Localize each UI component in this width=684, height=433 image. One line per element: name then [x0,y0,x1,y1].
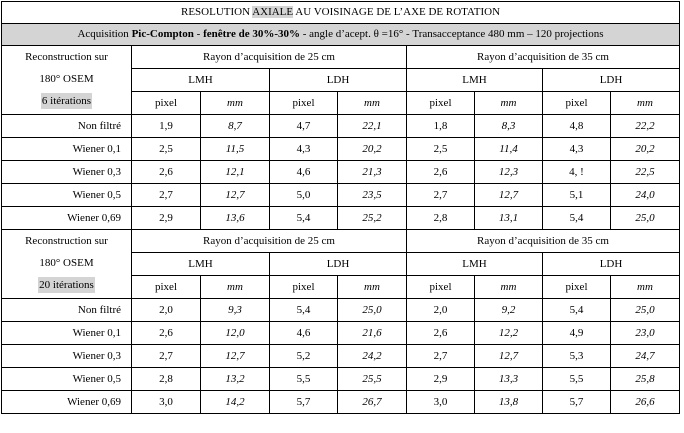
pixel-value: 4,3 [270,138,338,161]
pixel-header: pixel [407,92,475,115]
table-row [2,115,680,138]
ldh-header: LDH [543,253,680,276]
mm-header: mm [338,276,407,299]
mm-value: 23,0 [611,322,680,345]
pixel-value: 3,0 [407,391,475,414]
mm-value: 9,3 [201,299,270,322]
mm-value: 13,1 [475,207,543,230]
mm-header: mm [611,276,680,299]
mm-value: 22,5 [611,161,680,184]
mm-value: 13,2 [201,368,270,391]
lmh-header: LMH [132,69,270,92]
pixel-value: 2,7 [132,345,201,368]
table-row [2,391,680,414]
mm-header: mm [338,92,407,115]
table-title: RESOLUTION AXIALE AU VOISINAGE DE L’AXE DE ROTATION [2,2,680,24]
pixel-value: 2,6 [407,322,475,345]
ldh-header: LDH [270,69,407,92]
pixel-value: 4,8 [543,115,611,138]
filter-label: Wiener 0,1 [2,138,132,161]
pixel-value: 3,0 [132,391,201,414]
mm-header: mm [611,92,680,115]
pixel-header: pixel [270,276,338,299]
pixel-value: 5,4 [270,299,338,322]
pixel-value: 4,6 [270,322,338,345]
radius-35-header: Rayon d’acquisition de 35 cm [407,230,680,253]
energy-window: fenêtre de 30%-30% [203,28,300,40]
pixel-value: 5,4 [543,299,611,322]
reconstruction-cell [2,46,132,115]
filter-label: Wiener 0,69 [2,207,132,230]
mm-value: 12,0 [201,322,270,345]
filter-label: Non filtré [2,115,132,138]
pixel-value: 5,5 [270,368,338,391]
mm-value: 21,6 [338,322,407,345]
pixel-value: 5,4 [543,207,611,230]
pixel-value: 2,9 [407,368,475,391]
mm-value: 12,7 [475,184,543,207]
mm-value: 20,2 [611,138,680,161]
mm-header: mm [201,92,270,115]
pixel-value: 2,7 [407,345,475,368]
pixel-value: 4, ! [543,161,611,184]
pixel-value: 2,0 [407,299,475,322]
filter-label: Wiener 0,1 [2,322,132,345]
filter-label: Wiener 0,3 [2,161,132,184]
mm-value: 26,7 [338,391,407,414]
mm-header: mm [201,276,270,299]
mm-value: 12,1 [201,161,270,184]
pixel-value: 2,9 [132,207,201,230]
pixel-value: 1,8 [407,115,475,138]
mm-value: 26,6 [611,391,680,414]
pixel-value: 4,7 [270,115,338,138]
radius-25-header: Rayon d’acquisition de 25 cm [132,46,407,69]
pixel-header: pixel [132,92,201,115]
title-highlight: AXIALE [252,6,294,18]
pixel-value: 5,7 [270,391,338,414]
reconstruction-label: 180° OSEM [39,257,94,269]
mm-value: 25,0 [611,299,680,322]
pixel-header: pixel [543,92,611,115]
mm-value: 22,2 [611,115,680,138]
reconstruction-label: 180° OSEM [39,73,94,85]
table-row [2,184,680,207]
pixel-value: 5,7 [543,391,611,414]
mm-value: 8,7 [201,115,270,138]
mm-header: mm [475,92,543,115]
pixel-value: 2,7 [407,184,475,207]
pixel-value: 2,6 [407,161,475,184]
ldh-header: LDH [543,69,680,92]
pixel-value: 2,0 [132,299,201,322]
reconstruction-label: 20 itérations [39,279,94,291]
pixel-value: 2,5 [407,138,475,161]
table-row [2,207,680,230]
pixel-value: 5,4 [270,207,338,230]
lmh-header: LMH [407,253,543,276]
table-row [2,299,680,322]
mm-header: mm [475,276,543,299]
filter-label: Non filtré [2,299,132,322]
mm-value: 23,5 [338,184,407,207]
pixel-value: 2,6 [132,161,201,184]
reconstruction-label: 6 itérations [41,95,92,107]
lmh-header: LMH [407,69,543,92]
mm-value: 25,2 [338,207,407,230]
pixel-header: pixel [132,276,201,299]
pixel-value: 4,3 [543,138,611,161]
pixel-value: 2,6 [132,322,201,345]
mm-value: 24,0 [611,184,680,207]
filter-label: Wiener 0,5 [2,184,132,207]
radius-35-header: Rayon d’acquisition de 35 cm [407,46,680,69]
pixel-value: 4,6 [270,161,338,184]
filter-label: Wiener 0,5 [2,368,132,391]
resolution-table [1,1,680,414]
ldh-header: LDH [270,253,407,276]
mm-value: 25,0 [338,299,407,322]
filter-label: Wiener 0,3 [2,345,132,368]
reconstruction-label: Reconstruction sur [25,51,108,63]
table-row [2,138,680,161]
pixel-header: pixel [407,276,475,299]
pixel-value: 5,3 [543,345,611,368]
mm-value: 11,4 [475,138,543,161]
pixel-value: 5,0 [270,184,338,207]
filter-label: Wiener 0,69 [2,391,132,414]
acquisition-mode: Pic-Compton [131,28,194,40]
mm-value: 20,2 [338,138,407,161]
reconstruction-label: Reconstruction sur [25,235,108,247]
mm-value: 13,6 [201,207,270,230]
pixel-value: 2,8 [407,207,475,230]
mm-value: 12,7 [201,345,270,368]
mm-value: 13,3 [475,368,543,391]
mm-value: 22,1 [338,115,407,138]
table-row [2,322,680,345]
mm-value: 25,0 [611,207,680,230]
mm-value: 12,7 [201,184,270,207]
pixel-value: 4,9 [543,322,611,345]
pixel-value: 2,7 [132,184,201,207]
pixel-value: 5,1 [543,184,611,207]
reconstruction-cell [2,230,132,299]
mm-value: 8,3 [475,115,543,138]
mm-value: 24,7 [611,345,680,368]
pixel-value: 1,9 [132,115,201,138]
lmh-header: LMH [132,253,270,276]
radius-25-header: Rayon d’acquisition de 25 cm [132,230,407,253]
pixel-header: pixel [270,92,338,115]
mm-value: 9,2 [475,299,543,322]
table-row [2,161,680,184]
mm-value: 24,2 [338,345,407,368]
mm-value: 14,2 [201,391,270,414]
mm-value: 25,5 [338,368,407,391]
pixel-header: pixel [543,276,611,299]
mm-value: 12,3 [475,161,543,184]
pixel-value: 5,2 [270,345,338,368]
mm-value: 25,8 [611,368,680,391]
pixel-value: 2,8 [132,368,201,391]
pixel-value: 2,5 [132,138,201,161]
mm-value: 12,2 [475,322,543,345]
pixel-value: 5,5 [543,368,611,391]
acquisition-parameters: Acquisition Pic-Compton - fenêtre de 30%-30% - angle d’acept. θ =16° - Transacceptance 480 mm – 120 projections [2,24,680,46]
mm-value: 11,5 [201,138,270,161]
mm-value: 13,8 [475,391,543,414]
mm-value: 12,7 [475,345,543,368]
table-row [2,368,680,391]
mm-value: 21,3 [338,161,407,184]
table-row [2,345,680,368]
